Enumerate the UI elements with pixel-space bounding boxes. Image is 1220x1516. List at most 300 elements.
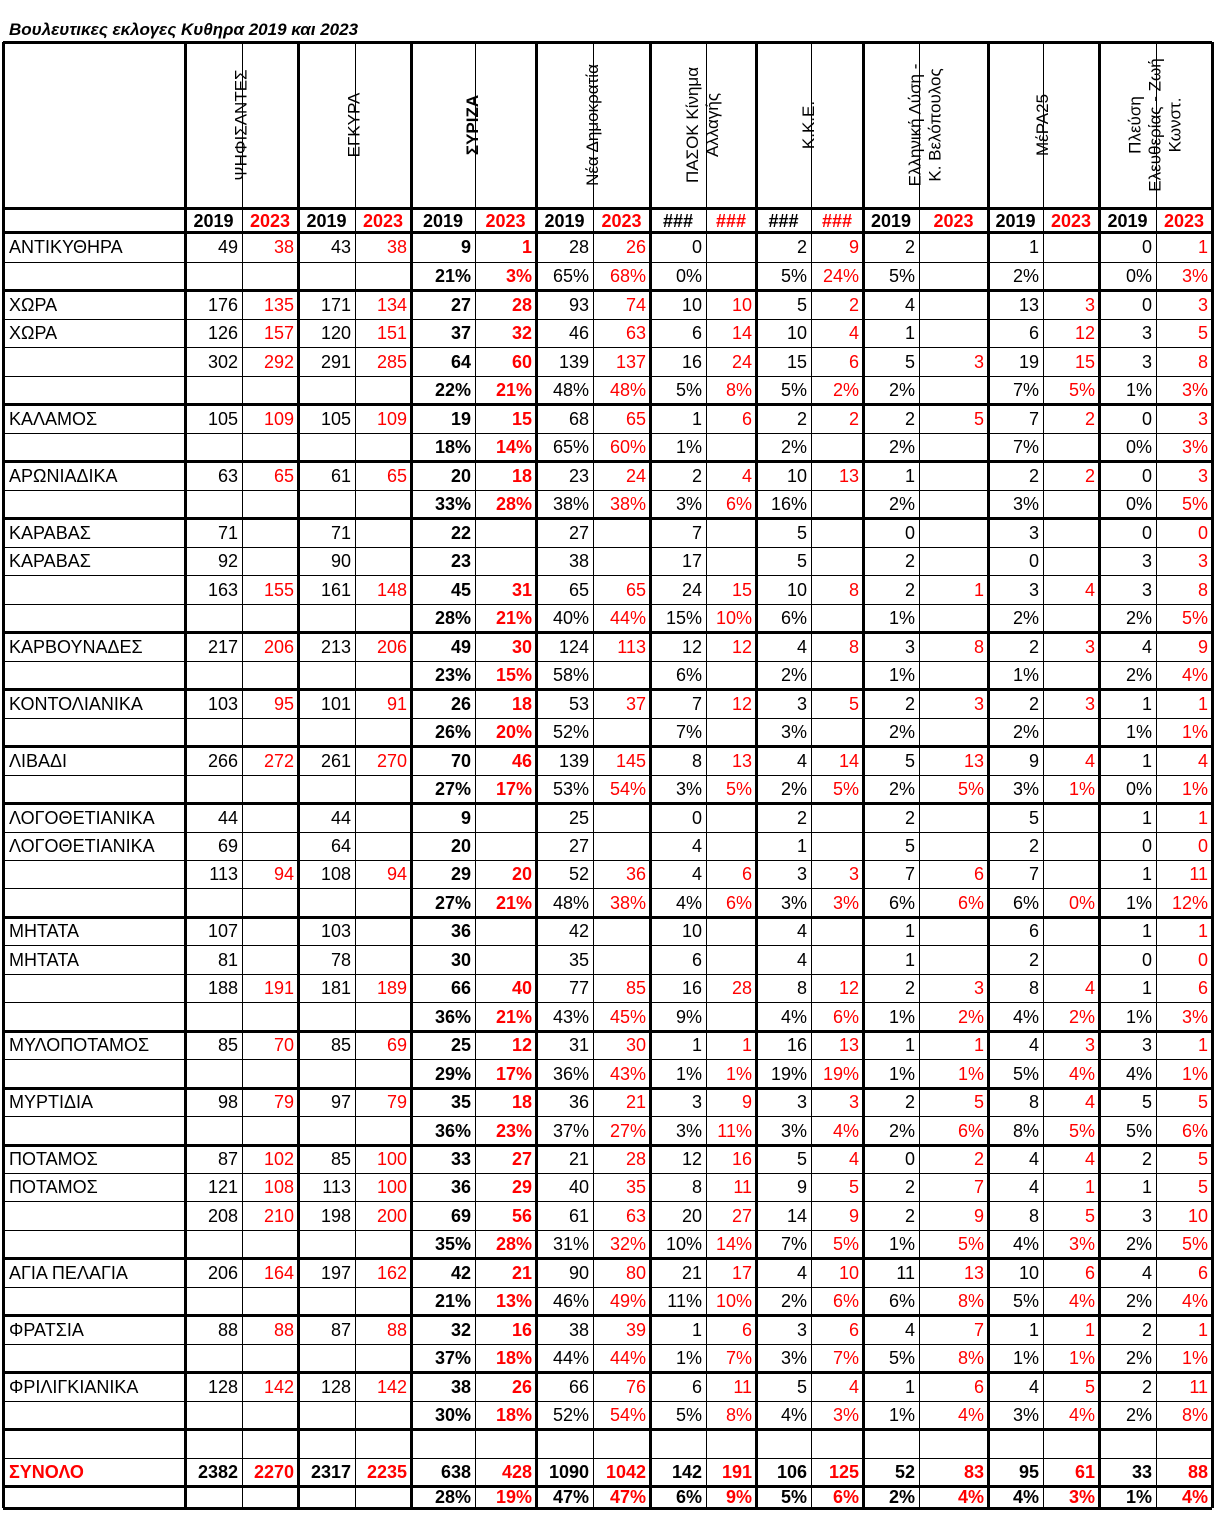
grid-hline: [3, 1458, 1212, 1459]
percent-cell: 1%: [1181, 722, 1208, 742]
percent-cell: 21%: [434, 266, 471, 286]
count-cell: 157: [263, 323, 294, 343]
percent-cell: 65%: [552, 437, 589, 457]
percent-cell: 37%: [434, 1348, 471, 1368]
count-cell: 2: [1028, 694, 1039, 714]
count-cell: 4: [1141, 637, 1152, 657]
count-cell: 8: [796, 978, 807, 998]
count-cell: 39: [625, 1320, 646, 1340]
row-label: ΧΩΡΑ: [9, 323, 58, 343]
count-cell: 1: [691, 1320, 702, 1340]
count-cell: 26: [511, 1377, 532, 1397]
count-cell: 36: [625, 864, 646, 884]
count-cell: 23: [568, 466, 589, 486]
percent-cell: 2%: [888, 779, 915, 799]
count-cell: 21: [511, 1263, 532, 1283]
count-cell: 2: [848, 295, 859, 315]
count-cell: 6: [1197, 978, 1208, 998]
percent-cell: 7%: [725, 1348, 752, 1368]
percent-cell: 1%: [1012, 665, 1039, 685]
percent-cell: 6%: [832, 1291, 859, 1311]
count-cell: 1: [1141, 694, 1152, 714]
count-cell: 76: [625, 1377, 646, 1397]
count-cell: 5: [973, 1092, 984, 1112]
percent-cell: 15%: [495, 665, 532, 685]
count-cell: 3: [1084, 694, 1095, 714]
count-cell: 27: [731, 1206, 752, 1226]
percent-cell: 11%: [717, 1121, 752, 1141]
count-cell: 189: [376, 978, 407, 998]
percent-cell: 52%: [552, 1405, 589, 1425]
percent-cell: 2%: [1068, 1007, 1095, 1027]
percent-cell: 0%: [1068, 893, 1095, 913]
percent-cell: 33%: [434, 494, 471, 514]
count-cell: 4: [848, 1377, 859, 1397]
count-cell: 134: [376, 295, 407, 315]
count-cell: 1: [904, 323, 915, 343]
percent-cell: 7%: [832, 1348, 859, 1368]
percent-cell: 0%: [675, 266, 702, 286]
count-cell: 1: [1084, 1320, 1095, 1340]
year-header: 2019: [544, 211, 585, 231]
row-label: ΠΟΤΑΜΟΣ: [9, 1177, 98, 1197]
grid-hline: [3, 1230, 1212, 1231]
percent-cell: 1%: [1125, 1007, 1152, 1027]
count-cell: 3: [1197, 466, 1208, 486]
count-cell: 2: [904, 1177, 915, 1197]
grid-hline: [3, 832, 1212, 833]
grid-hline: [3, 231, 1212, 234]
percent-cell: 28%: [495, 494, 532, 514]
count-cell: 2: [1028, 950, 1039, 970]
count-cell: 18: [511, 466, 532, 486]
count-cell: 95: [273, 694, 294, 714]
count-cell: 46: [568, 323, 589, 343]
percent-cell: 65%: [552, 266, 589, 286]
count-cell: 191: [263, 978, 294, 998]
count-cell: 3: [1141, 1206, 1152, 1226]
count-cell: 30: [450, 950, 471, 970]
count-cell: 27: [568, 523, 589, 543]
count-cell: 3: [796, 864, 807, 884]
grid-hline: [3, 1087, 1212, 1090]
count-cell: 65: [625, 580, 646, 600]
percent-cell: 2%: [888, 1487, 915, 1507]
percent-cell: 5%: [888, 1348, 915, 1368]
count-cell: 124: [558, 637, 589, 657]
count-cell: 29: [511, 1177, 532, 1197]
count-cell: 2: [1084, 409, 1095, 429]
percent-cell: 47%: [552, 1487, 589, 1507]
count-cell: 292: [263, 352, 294, 372]
count-cell: 213: [320, 637, 351, 657]
count-cell: 36: [450, 1177, 471, 1197]
grid-hline: [3, 1002, 1212, 1003]
count-cell: 5: [796, 295, 807, 315]
count-cell: 3: [691, 1092, 702, 1112]
count-cell: 113: [617, 637, 646, 657]
percent-cell: 6%: [1181, 1121, 1208, 1141]
count-cell: 5: [1197, 323, 1208, 343]
row-label: ΜΥΛΟΠΟΤΑΜΟΣ: [9, 1035, 150, 1055]
percent-cell: 5%: [675, 380, 702, 400]
count-cell: 27: [568, 836, 589, 856]
count-cell: 28: [731, 978, 752, 998]
count-cell: 148: [376, 580, 407, 600]
percent-cell: 1%: [1012, 1348, 1039, 1368]
count-cell: 4: [1028, 1377, 1039, 1397]
count-cell: 93: [568, 295, 589, 315]
grid-hline: [3, 517, 1212, 520]
column-header: Νέα Δημοκρατία: [583, 64, 603, 186]
count-cell: 88: [273, 1320, 294, 1340]
count-cell: 1: [1141, 864, 1152, 884]
percent-cell: 3%: [1012, 1405, 1039, 1425]
grid-hline: [3, 1371, 1212, 1374]
count-cell: 2: [904, 1206, 915, 1226]
percent-cell: 3%: [780, 722, 807, 742]
percent-cell: 5%: [1068, 1121, 1095, 1141]
count-cell: 13: [838, 466, 859, 486]
percent-cell: 2%: [888, 380, 915, 400]
count-cell: 13: [963, 751, 984, 771]
percent-cell: 29%: [434, 1064, 471, 1084]
count-cell: 6: [741, 864, 752, 884]
column-header: ΕΓΚΥΡΑ: [344, 92, 364, 158]
year-header: 2023: [485, 211, 526, 231]
count-cell: 27: [450, 295, 471, 315]
percent-cell: 5%: [957, 779, 984, 799]
count-cell: 176: [207, 295, 238, 315]
percent-cell: 3%: [832, 893, 859, 913]
count-cell: 2: [904, 1092, 915, 1112]
count-cell: 7: [1028, 409, 1039, 429]
count-cell: 40: [568, 1177, 589, 1197]
percent-cell: 3%: [1012, 779, 1039, 799]
count-cell: 162: [376, 1263, 407, 1283]
year-header: 2023: [601, 211, 642, 231]
percent-cell: 3%: [1181, 1007, 1208, 1027]
count-cell: 10: [1187, 1206, 1208, 1226]
count-cell: 16: [511, 1320, 532, 1340]
count-cell: 8: [1028, 978, 1039, 998]
percent-cell: 28%: [434, 608, 471, 628]
count-cell: 7: [904, 864, 915, 884]
count-cell: 70: [273, 1035, 294, 1055]
count-cell: 5: [796, 1377, 807, 1397]
percent-cell: 5%: [1068, 380, 1095, 400]
count-cell: 85: [330, 1149, 351, 1169]
count-cell: 5: [1197, 1092, 1208, 1112]
count-cell: 8: [1197, 352, 1208, 372]
count-cell: 38: [568, 1320, 589, 1340]
column-header: ΨΗΦΙΣΑΝΤΕΣ: [231, 69, 251, 181]
count-cell: 29: [450, 864, 471, 884]
count-cell: 9: [460, 808, 471, 828]
count-cell: 1: [1197, 1035, 1208, 1055]
count-cell: 66: [568, 1377, 589, 1397]
column-header: Κ.Κ.Ε.: [799, 100, 819, 150]
count-cell: 0: [1141, 237, 1152, 257]
column-header: ΣΥΡΙΖΑ: [463, 94, 483, 156]
count-cell: 5: [848, 1177, 859, 1197]
grid-hline: [3, 347, 1212, 348]
count-cell: 17: [731, 1263, 752, 1283]
percent-cell: 8%: [725, 380, 752, 400]
count-cell: 1: [1141, 808, 1152, 828]
count-cell: 16: [731, 1149, 752, 1169]
percent-cell: 5%: [725, 779, 752, 799]
count-cell: 95: [1018, 1462, 1039, 1482]
percent-cell: 3%: [780, 1348, 807, 1368]
percent-cell: 5%: [1125, 1121, 1152, 1141]
count-cell: 206: [376, 637, 407, 657]
count-cell: 26: [625, 237, 646, 257]
grid-hline: [3, 888, 1212, 889]
count-cell: 31: [568, 1035, 589, 1055]
percent-cell: 2%: [1125, 1291, 1152, 1311]
percent-cell: 6%: [675, 1487, 702, 1507]
count-cell: 3: [973, 694, 984, 714]
count-cell: 4: [796, 637, 807, 657]
count-cell: 105: [207, 409, 238, 429]
percent-cell: 4%: [1012, 1487, 1039, 1507]
count-cell: 28: [568, 237, 589, 257]
grid-hline: [3, 1257, 1212, 1260]
count-cell: 1: [973, 1035, 984, 1055]
count-cell: 208: [207, 1206, 238, 1226]
count-cell: 2: [904, 694, 915, 714]
percent-cell: 1%: [1068, 779, 1095, 799]
row-label: ΑΝΤΙΚΥΘΗΡΑ: [9, 237, 123, 257]
percent-cell: 7%: [1012, 380, 1039, 400]
count-cell: 3: [1141, 1035, 1152, 1055]
percent-cell: 52%: [552, 722, 589, 742]
percent-cell: 54%: [609, 779, 646, 799]
percent-cell: 8%: [957, 1291, 984, 1311]
percent-cell: 18%: [434, 437, 471, 457]
count-cell: 210: [263, 1206, 294, 1226]
count-cell: 0: [904, 1149, 915, 1169]
count-cell: 85: [217, 1035, 238, 1055]
count-cell: 270: [376, 751, 407, 771]
percent-cell: 3%: [1068, 1234, 1095, 1254]
count-cell: 61: [568, 1206, 589, 1226]
count-cell: 6: [973, 864, 984, 884]
count-cell: 3: [1197, 295, 1208, 315]
count-cell: 38: [568, 551, 589, 571]
percent-cell: 53%: [552, 779, 589, 799]
count-cell: 90: [330, 551, 351, 571]
percent-cell: 0%: [1125, 779, 1152, 799]
count-cell: 5: [796, 551, 807, 571]
percent-cell: 54%: [609, 1405, 646, 1425]
count-cell: 3: [1084, 1035, 1095, 1055]
count-cell: 2: [796, 237, 807, 257]
grid-hline: [3, 775, 1212, 776]
percent-cell: 1%: [888, 1007, 915, 1027]
percent-cell: 2%: [780, 665, 807, 685]
count-cell: 125: [828, 1462, 859, 1482]
grid-hline: [3, 403, 1212, 406]
count-cell: 11: [733, 1377, 752, 1397]
count-cell: 6: [691, 1377, 702, 1397]
count-cell: 38: [273, 237, 294, 257]
percent-cell: 4%: [1125, 1064, 1152, 1084]
count-cell: 2: [691, 466, 702, 486]
count-cell: 12: [681, 1149, 702, 1169]
percent-cell: 68%: [609, 266, 646, 286]
percent-cell: 2%: [1012, 722, 1039, 742]
percent-cell: 18%: [495, 1348, 532, 1368]
percent-cell: 21%: [495, 380, 532, 400]
count-cell: 30: [625, 1035, 646, 1055]
count-cell: 5: [796, 1149, 807, 1169]
count-cell: 49: [217, 237, 238, 257]
row-label: ΚΑΛΑΜΟΣ: [9, 409, 98, 429]
count-cell: 2317: [310, 1462, 351, 1482]
count-cell: 78: [330, 950, 351, 970]
count-cell: 105: [320, 409, 351, 429]
percent-cell: 5%: [957, 1234, 984, 1254]
grid-hline: [3, 547, 1212, 548]
count-cell: 33: [1131, 1462, 1152, 1482]
year-header: 2023: [1163, 211, 1205, 231]
count-cell: 6: [973, 1377, 984, 1397]
count-cell: 24: [625, 466, 646, 486]
count-cell: 53: [568, 694, 589, 714]
count-cell: 15: [731, 580, 752, 600]
row-label: ΠΟΤΑΜΟΣ: [9, 1149, 98, 1169]
percent-cell: 2%: [1125, 1234, 1152, 1254]
grid-hline: [3, 945, 1212, 946]
percent-cell: 6%: [1012, 893, 1039, 913]
count-cell: 5: [904, 836, 915, 856]
percent-cell: 18%: [495, 1405, 532, 1425]
year-header: 2023: [362, 211, 404, 231]
count-cell: 56: [511, 1206, 532, 1226]
column-header: Πλεύση Ελευθερίας - Ζωή Κωνστ.: [1125, 58, 1185, 192]
percent-cell: 4%: [1068, 1064, 1095, 1084]
count-cell: 2: [904, 808, 915, 828]
count-cell: 25: [450, 1035, 471, 1055]
row-label: ΦΡΑΤΣΙΑ: [9, 1320, 84, 1340]
percent-cell: 6%: [780, 608, 807, 628]
count-cell: 4: [1028, 1149, 1039, 1169]
count-cell: 20: [450, 836, 471, 856]
grid-hline: [3, 262, 1212, 263]
count-cell: 4: [1141, 1263, 1152, 1283]
percent-cell: 4%: [957, 1405, 984, 1425]
percent-cell: 43%: [609, 1064, 646, 1084]
count-cell: 21: [681, 1263, 702, 1283]
percent-cell: 1%: [725, 1064, 752, 1084]
percent-cell: 7%: [1012, 437, 1039, 457]
count-cell: 44: [217, 808, 238, 828]
count-cell: 5: [1084, 1206, 1095, 1226]
count-cell: 291: [320, 352, 351, 372]
grid-hline: [3, 802, 1212, 805]
percent-cell: 26%: [434, 722, 471, 742]
percent-cell: 2%: [888, 1121, 915, 1141]
count-cell: 3: [1141, 352, 1152, 372]
count-cell: 19: [1018, 352, 1039, 372]
count-cell: 8: [848, 580, 859, 600]
count-cell: 9: [741, 1092, 752, 1112]
percent-cell: 21%: [495, 893, 532, 913]
grid-hline: [3, 460, 1212, 463]
percent-cell: 12%: [1171, 893, 1208, 913]
count-cell: 3: [1141, 323, 1152, 343]
year-header: 2019: [193, 211, 234, 231]
count-cell: 13: [1018, 295, 1039, 315]
count-cell: 85: [625, 978, 646, 998]
percent-cell: 17%: [495, 1064, 532, 1084]
count-cell: 1: [691, 1035, 702, 1055]
count-cell: 20: [511, 864, 532, 884]
grid-hline: [3, 1507, 1212, 1510]
percent-cell: 2%: [1125, 1405, 1152, 1425]
count-cell: 4: [904, 295, 915, 315]
percent-cell: 1%: [675, 437, 702, 457]
percent-cell: 9%: [675, 1007, 702, 1027]
year-header: ###: [715, 211, 747, 231]
percent-cell: 6%: [832, 1487, 859, 1507]
percent-cell: 1%: [1181, 1348, 1208, 1368]
count-cell: 3: [973, 978, 984, 998]
count-cell: 10: [786, 466, 807, 486]
year-header: 2023: [1050, 211, 1092, 231]
percent-cell: 9%: [725, 1487, 752, 1507]
count-cell: 49: [450, 637, 471, 657]
row-label: ΜΗΤΑΤΑ: [9, 921, 79, 941]
count-cell: 137: [615, 352, 646, 372]
row-label: ΛΙΒΑΔΙ: [9, 751, 68, 771]
count-cell: 3: [973, 352, 984, 372]
count-cell: 0: [1141, 523, 1152, 543]
count-cell: 2: [1028, 466, 1039, 486]
count-cell: 9: [796, 1177, 807, 1197]
count-cell: 9: [1028, 751, 1039, 771]
grid-hline: [3, 575, 1212, 576]
count-cell: 94: [273, 864, 294, 884]
count-cell: 98: [217, 1092, 238, 1112]
percent-cell: 1%: [1125, 380, 1152, 400]
percent-cell: 11%: [667, 1291, 702, 1311]
count-cell: 428: [501, 1462, 532, 1482]
percent-cell: 8%: [725, 1405, 752, 1425]
percent-cell: 21%: [434, 1291, 471, 1311]
count-cell: 0: [1141, 950, 1152, 970]
count-cell: 108: [320, 864, 351, 884]
percent-cell: 1%: [675, 1064, 702, 1084]
grid-hline: [3, 1030, 1212, 1033]
count-cell: 35: [568, 950, 589, 970]
percent-cell: 6%: [888, 893, 915, 913]
count-cell: 12: [1074, 323, 1095, 343]
count-cell: 13: [963, 1263, 984, 1283]
count-cell: 113: [322, 1177, 351, 1197]
count-cell: 1090: [548, 1462, 589, 1482]
percent-cell: 24%: [822, 266, 859, 286]
count-cell: 4: [1084, 580, 1095, 600]
count-cell: 1: [904, 1035, 915, 1055]
count-cell: 14: [731, 323, 752, 343]
count-cell: 4: [1084, 1149, 1095, 1169]
count-cell: 5: [904, 352, 915, 372]
count-cell: 9: [848, 237, 859, 257]
count-cell: 24: [681, 580, 702, 600]
